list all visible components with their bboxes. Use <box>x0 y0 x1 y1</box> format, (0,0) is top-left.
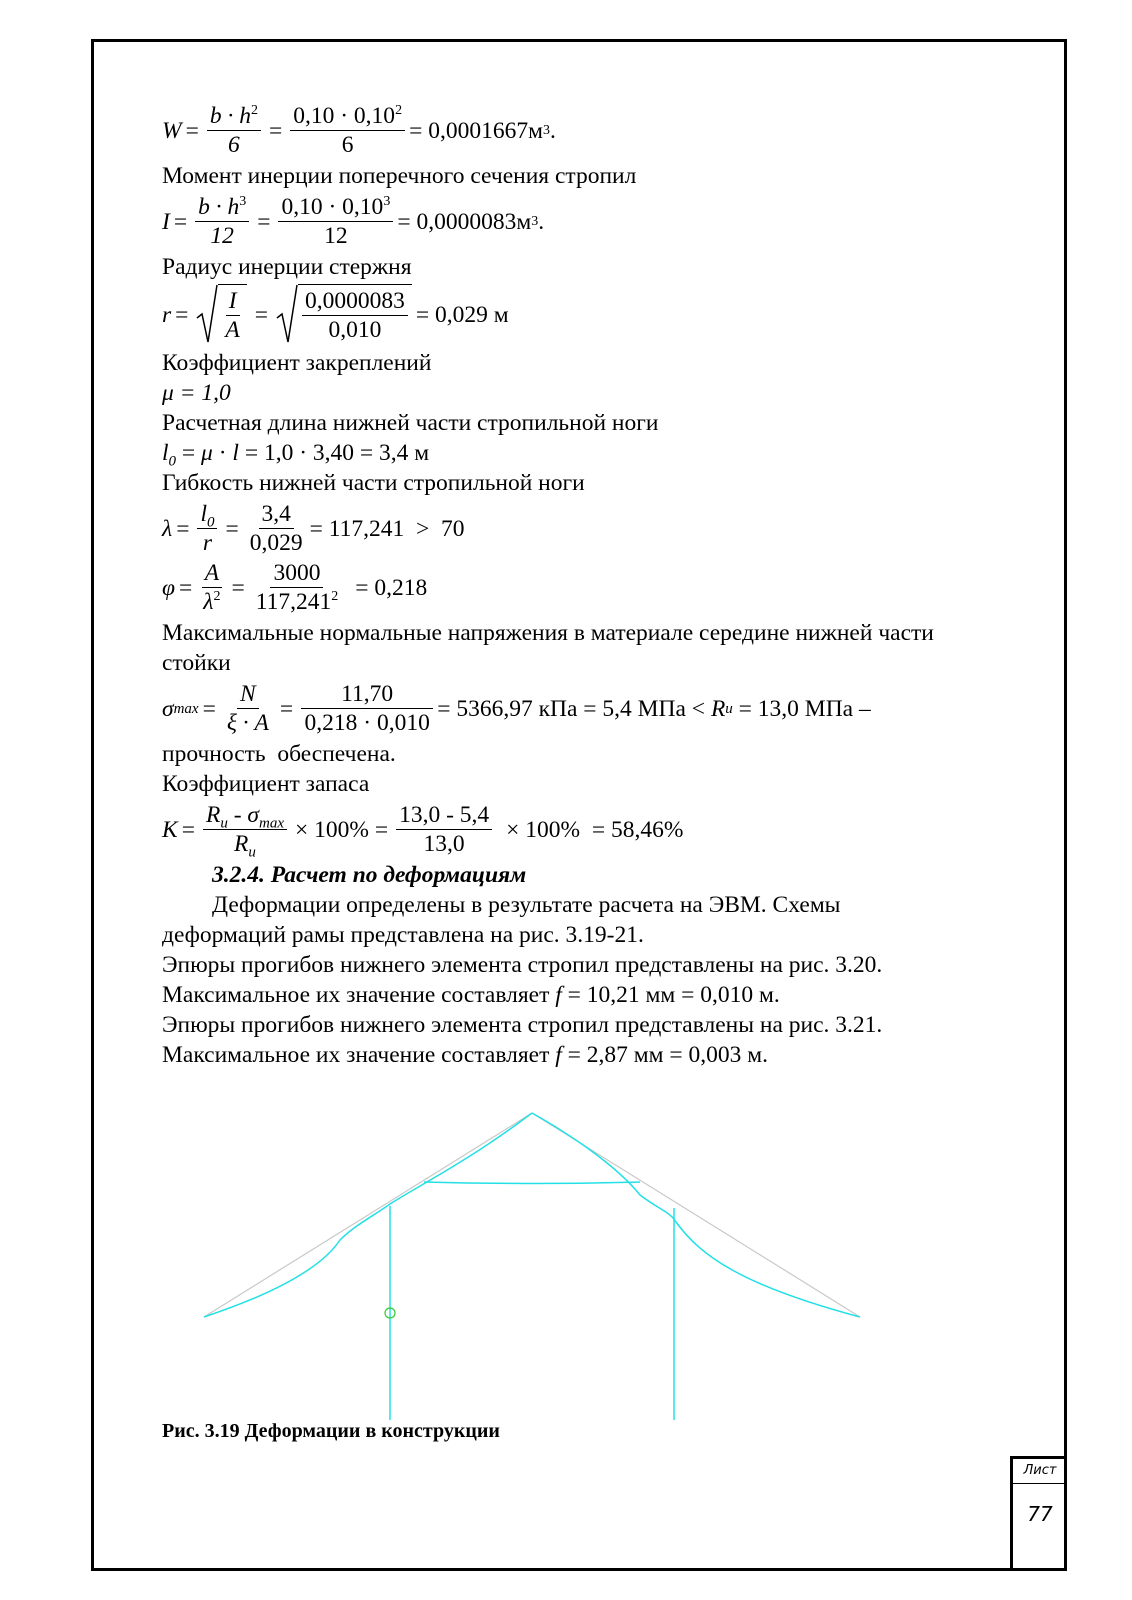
paragraph: деформаций рамы представлена на рис. 3.19-21. <box>162 922 644 948</box>
paragraph: Эпюры прогибов нижнего элемента стропил представлены на рис. 3.20. <box>162 952 883 978</box>
paragraph: Деформации определены в результате расчета на ЭВМ. Схемы <box>212 892 841 918</box>
formula-lhs: W <box>162 117 182 144</box>
document-body <box>162 100 1022 1070</box>
text-line: стойки <box>162 650 231 676</box>
formula-r: r = $\frac{I}{A}$ = $\frac{0,0000083}{0,010}$ = 0,029 м <box>162 284 1022 346</box>
text-line: прочность обеспечена. <box>162 741 396 767</box>
sheet-label: Лист <box>1013 1459 1067 1484</box>
formula-mu: μ = 1,0 <box>162 380 231 406</box>
paragraph: Максимальное их значение составляет f = 10,21 мм = 0,010 м. <box>162 982 780 1008</box>
formula-l0: $l_0 = \mu \cdot l = 1,0 \cdot 3,40 = 3,4$ м <box>162 440 430 470</box>
text-line: Момент инерции поперечного сечения стропил <box>162 163 637 189</box>
fraction: $\frac{b \cdot h^2}{6}$ <box>207 102 261 159</box>
square-root: $\frac{0,0000083}{0,010}$ <box>276 284 412 346</box>
formula-w: W = $\frac{b \cdot h^2}{6}$ = $\frac{0,10 \cdot 0,10^2}{6}$ = 0,0001667м 3 . <box>162 103 556 158</box>
formula-i: I = $\frac{b \cdot h^3}{12}$ = $\frac{0,10 \cdot 0,10^3}{12}$ = 0,0000083м 3 . <box>162 194 545 249</box>
sheet-stamp <box>1010 1456 1067 1571</box>
formula-lambda: λ = $\frac{l_0}{r}$ = $\frac{3,4}{0,029}$ = 117,241 > 70 <box>162 501 465 556</box>
original-geometry <box>204 1113 860 1317</box>
section-heading: 3.2.4. Расчет по деформациям <box>212 862 527 888</box>
original-rafter-left <box>204 1113 532 1317</box>
sheet-number: 77 <box>1027 1502 1053 1526</box>
square-root: $\frac{I}{A}$ <box>196 284 246 346</box>
text-line: Расчетная длина нижней части стропильной ноги <box>162 410 659 436</box>
fraction: $\frac{b \cdot h^3}{12}$ <box>195 193 249 250</box>
paragraph: Эпюры прогибов нижнего элемента стропил представлены на рис. 3.21. <box>162 1012 883 1038</box>
formula-phi: φ = $\frac{A}{\lambda^2}$ = $\frac{3000}{117,241^2}$ = 0,218 <box>162 560 428 615</box>
formula-result: = 0,0001667м <box>409 117 543 144</box>
text-line: Коэффициент закреплений <box>162 350 432 376</box>
formula-sigma: σ max = $\frac{N}{\xi \cdot A}$ = $\frac{11,70}{0,218 \cdot 0,010}$ = 5366,97 кПа = 5,4 МПа < R u = 13,0 МПа – <box>162 681 871 736</box>
deformation-diagram <box>0 1100 1132 1430</box>
figure-caption: Рис. 3.19 Деформации в конструкции <box>162 1420 500 1442</box>
text-line: Максимальные нормальные напряжения в материале середине нижней части <box>162 620 934 646</box>
deformed-geometry <box>204 1113 860 1420</box>
deformed-collar-tie <box>424 1182 640 1184</box>
fraction: $\frac{0,10 \cdot 0,10^2}{6}$ <box>290 102 405 159</box>
fraction: $\frac{0,10 \cdot 0,10^3}{12}$ <box>278 193 393 250</box>
text-line: Гибкость нижней части стропильной ноги <box>162 470 585 496</box>
formula-k: K = $\frac{R_u - \sigma_{max}}{R_u}$ × 100% = $\frac{13,0 - 5,4}{13,0}$ × 100% = 58,46% <box>162 802 684 861</box>
text-line: Коэффициент запаса <box>162 771 370 797</box>
text-line: Радиус инерции стержня <box>162 254 412 280</box>
paragraph: Максимальное их значение составляет f = 2,87 мм = 0,003 м. <box>162 1042 768 1068</box>
